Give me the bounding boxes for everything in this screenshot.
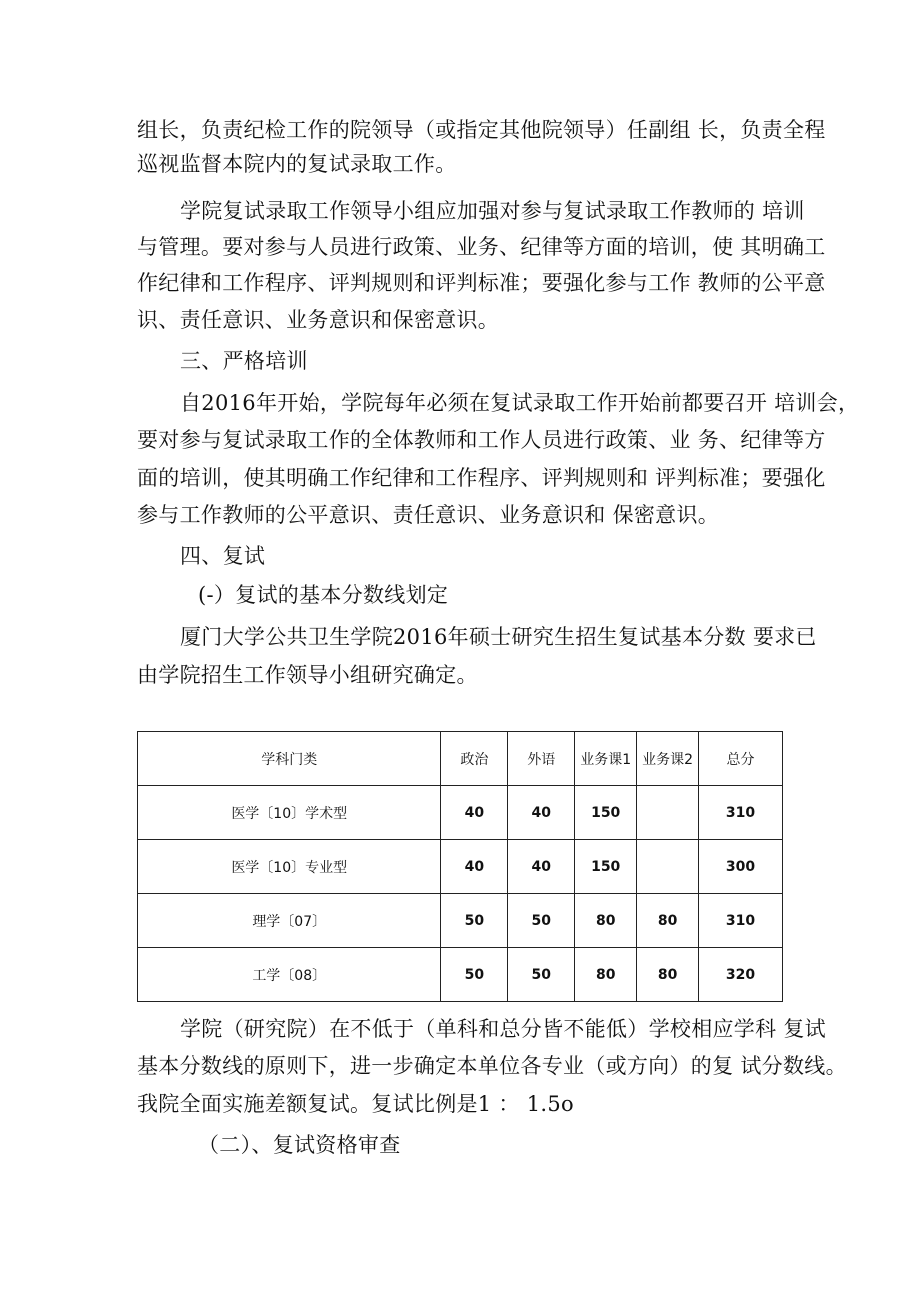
paragraph-line: 我院全面实施差额复试。复试比例是1 ： 1.5o [137, 1092, 574, 1116]
paragraph-line: 学院（研究院）在不低于（单科和总分皆不能低）学校相应学科 复试 [180, 1017, 826, 1041]
table-cell: 80 [637, 894, 699, 948]
column-header: 业务课2 [637, 732, 699, 786]
paragraph-line: 要对参与复试录取工作的全体教师和工作人员进行政策、业 务、纪律等方 [137, 428, 826, 452]
table-cell: 医学〔10〕专业型 [138, 840, 441, 894]
paragraph-line: 与管理。要对参与人员进行政策、业务、纪律等方面的培训，使 其明确工 [137, 235, 826, 259]
table-cell: 80 [575, 948, 637, 1002]
table-cell: 40 [508, 786, 575, 840]
table-cell: 310 [699, 786, 783, 840]
paragraph-line: 厦门大学公共卫生学院2016年硕士研究生招生复试基本分数 要求已 [180, 625, 817, 649]
table-row [138, 786, 783, 840]
paragraph-line: 学院复试录取工作领导小组应加强对参与复试录取工作教师的 培训 [180, 199, 805, 223]
paragraph-line: 识、责任意识、业务意识和保密意识。 [137, 308, 500, 332]
table-cell: 50 [441, 948, 508, 1002]
table-cell: 310 [699, 894, 783, 948]
section-heading: 四、复试 [180, 544, 266, 568]
table-cell: 320 [699, 948, 783, 1002]
column-header: 总分 [699, 732, 783, 786]
section-heading: 三、严格培训 [180, 349, 308, 373]
table-cell: 150 [575, 786, 637, 840]
table-row [138, 948, 783, 1002]
paragraph-line: 自2016年开始，学院每年必须在复试录取工作开始前都要召开 培训会， [180, 391, 860, 415]
table-cell: 40 [441, 840, 508, 894]
paragraph-line: 巡视监督本院内的复试录取工作。 [137, 152, 457, 176]
table-cell: 150 [575, 840, 637, 894]
table-row [138, 894, 783, 948]
table-cell: 40 [508, 840, 575, 894]
table-cell: 医学〔10〕学术型 [138, 786, 441, 840]
column-header: 外语 [508, 732, 575, 786]
subsection-heading: （二）、复试资格审查 [198, 1133, 401, 1157]
table-row [138, 840, 783, 894]
table-cell: 50 [441, 894, 508, 948]
table-cell: 工学〔08〕 [138, 948, 441, 1002]
subsection-heading: (-）复试的基本分数线划定 [198, 583, 449, 607]
table-cell: 300 [699, 840, 783, 894]
paragraph-line: 参与工作教师的公平意识、责任意识、业务意识和 保密意识。 [137, 503, 720, 527]
paragraph-line: 组长，负责纪检工作的院领导（或指定其他院领导）任副组 长，负责全程 [137, 118, 826, 142]
table-cell [637, 786, 699, 840]
paragraph-line: 由学院招生工作领导小组研究确定。 [137, 663, 478, 687]
table-cell: 40 [441, 786, 508, 840]
column-header: 业务课1 [575, 732, 637, 786]
score-table [137, 731, 783, 1002]
column-header: 政治 [441, 732, 508, 786]
table-cell: 50 [508, 948, 575, 1002]
table-cell: 50 [508, 894, 575, 948]
paragraph-line: 作纪律和工作程序、评判规则和评判标准；要强化参与工作 教师的公平意 [137, 271, 826, 295]
column-header: 学科门类 [138, 732, 441, 786]
paragraph-line: 面的培训，使其明确工作纪律和工作程序、评判规则和 评判标准；要强化 [137, 466, 826, 490]
table-cell: 80 [575, 894, 637, 948]
table-header-row [138, 732, 783, 786]
table-cell [637, 840, 699, 894]
table-cell: 80 [637, 948, 699, 1002]
paragraph-line: 基本分数线的原则下，进一步确定本单位各专业（或方向）的复 试分数线。 [137, 1054, 847, 1078]
table-cell: 理学〔07〕 [138, 894, 441, 948]
